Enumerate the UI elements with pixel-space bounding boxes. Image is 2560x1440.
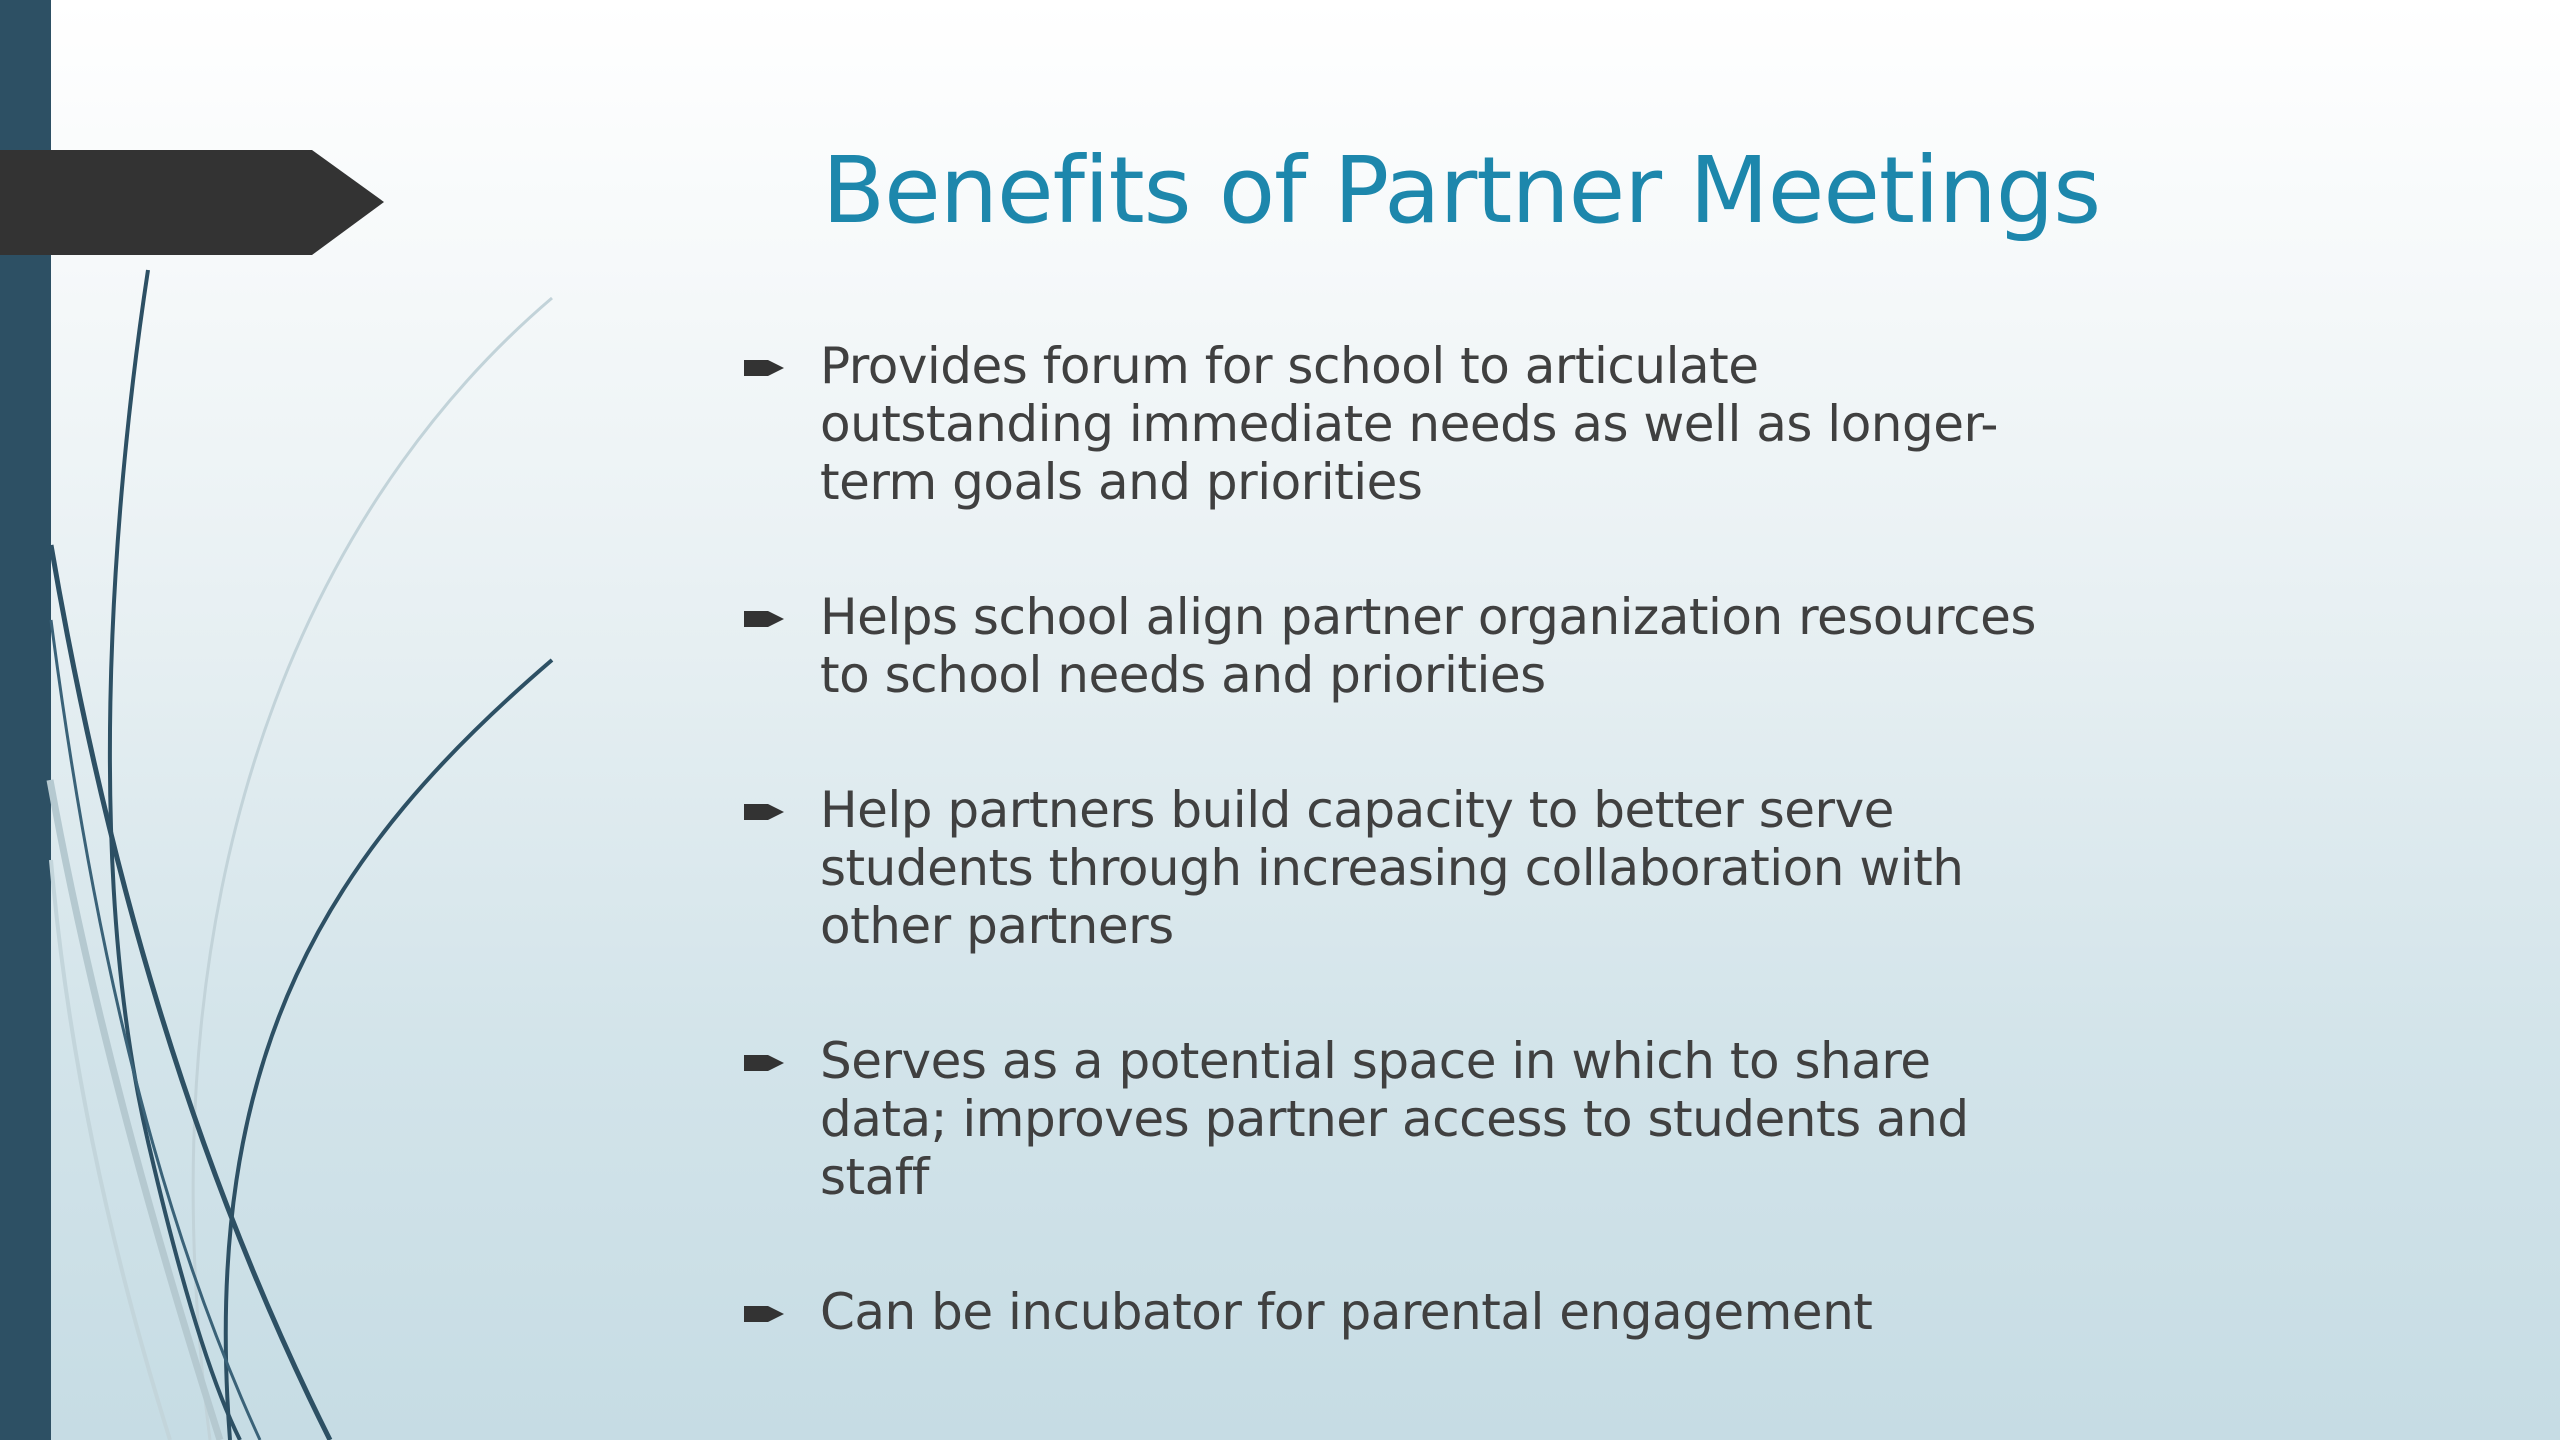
pencil-arrow-icon	[744, 1052, 786, 1074]
bullet-item	[744, 337, 2144, 511]
slide-title: Benefits of Partner Meetings	[822, 137, 2101, 244]
bullet-list	[744, 337, 2144, 1341]
pencil-arrow-icon	[744, 357, 786, 379]
bullet-line: to school needs and priorities	[820, 646, 1546, 704]
pencil-arrow-icon	[744, 801, 786, 823]
arrow-banner	[0, 150, 384, 255]
bullet-line: Provides forum for school to articulate	[820, 337, 1759, 395]
bullet-line: Can be incubator for parental engagement	[820, 1283, 1873, 1341]
bullet-line: term goals and priorities	[820, 453, 1423, 511]
bullet-line: students through increasing collaboration with	[820, 839, 1964, 897]
bullet-item	[744, 588, 2144, 704]
bullet-line: data; improves partner access to students and	[820, 1090, 1969, 1148]
bullet-item	[744, 1283, 2144, 1341]
bullet-line: Serves as a potential space in which to share	[820, 1032, 1931, 1090]
bullet-line: outstanding immediate needs as well as longer-	[820, 395, 1998, 453]
pencil-arrow-icon	[744, 1303, 786, 1325]
pencil-arrow-icon	[744, 608, 786, 630]
bullet-item	[744, 1032, 2144, 1206]
bullet-item	[744, 781, 2144, 955]
bullet-line: Helps school align partner organization resources	[820, 588, 2036, 646]
bullet-line: other partners	[820, 897, 1174, 955]
bullet-line: staff	[820, 1148, 929, 1206]
bullet-line: Help partners build capacity to better serve	[820, 781, 1894, 839]
